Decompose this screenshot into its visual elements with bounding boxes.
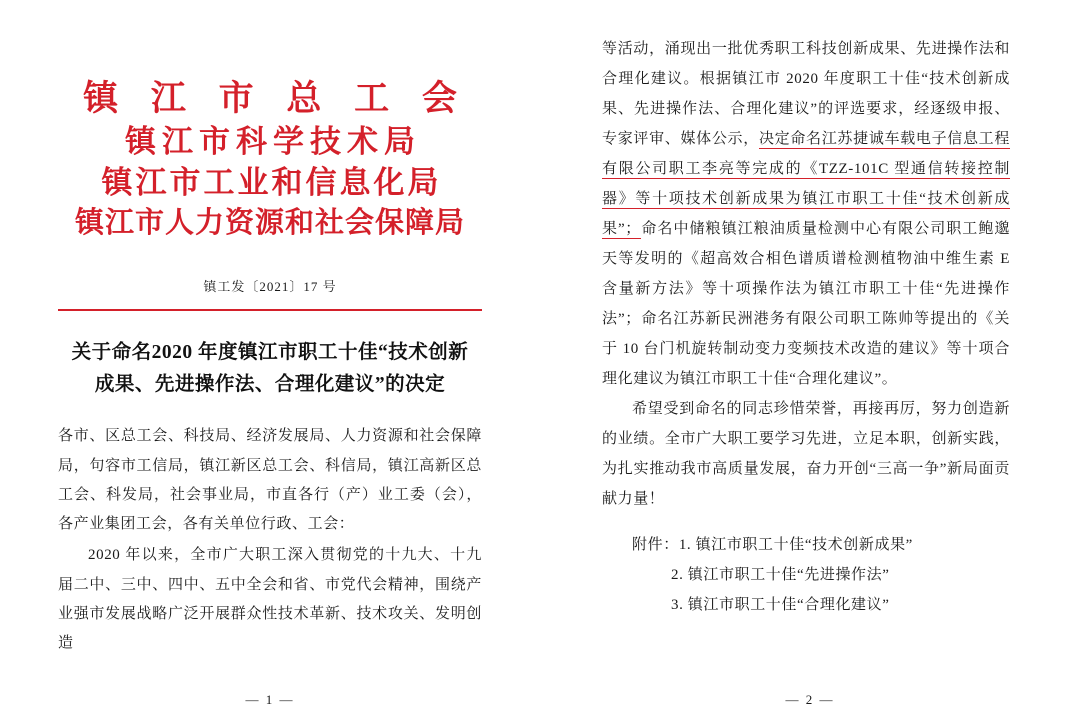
document-page-right — [540, 0, 1080, 716]
letterhead-line-4: 镇江市人力资源和社会保障局 — [74, 207, 465, 239]
underlined-award-text: 决定命名江苏捷诚车载电子信息工程有限公司职工李亮等完成的《TZZ-101C 型通信转接控制器》等十项技术创新成果为镇江市职工十佳“技术创新成果”； — [602, 131, 1010, 237]
recipient-paragraph: 各市、区总工会、科技局、经济发展局、人力资源和社会保障局，句容市工信局，镇江新区总工会、科信局，镇江高新区总工会、科发局，社会事业局，市直各行（产）业工委（会），各产业集团工会，各有关单位行政、工会： — [58, 428, 482, 533]
attachment-label — [602, 530, 1010, 560]
letterhead-line-1: 镇 江 市 总 工 会 — [83, 79, 469, 118]
page-title: 关于命名2020 年度镇江市职工十佳“技术创新成果、先进操作法、合理化建议”的决定 — [71, 342, 469, 395]
attachment-item-1: 1. 镇江市职工十佳“技术创新成果” — [678, 537, 913, 553]
attachment-list — [602, 530, 1010, 620]
document-number: 镇工发〔2021〕17 号 — [203, 279, 337, 295]
closing-paragraph: 希望受到命名的同志珍惜荣誉，再接再厉，努力创造新的业绩。全市广大职工要学习先进，立足本职，创新实践，为扎实推动我市高质量发展，奋力开创“三高一争”新局面贡献力量！ — [602, 401, 1010, 507]
red-divider-rule — [58, 309, 482, 311]
paragraph-lead-text: 等活动，涌现出一批优秀职工科技创新成果、先进操作法和合理化建议。根据镇江市 2020 年度职工十佳“技术创新成果、先进操作法、合理化建议”的评选要求，经逐级申报、专家评审、媒体公示， — [602, 41, 1010, 147]
body-paragraph-continued — [602, 34, 1010, 394]
page-number-right: — 2 — — [785, 692, 835, 707]
letterhead-line-2: 镇江市科学技术局 — [125, 124, 421, 160]
page-number-left: — 1 — — [245, 692, 295, 707]
body-paragraph-1: 2020 年以来，全市广大职工深入贯彻党的十九大、十九届二中、三中、四中、五中全会和省、市党代会精神，围绕产业强市发展战略广泛开展群众性技术革新、技术攻关、发明创造 — [58, 547, 482, 652]
attachment-item-2: 2. 镇江市职工十佳“先进操作法” — [671, 567, 890, 583]
attachment-item-3: 3. 镇江市职工十佳“合理化建议” — [671, 597, 890, 613]
paragraph-tail-text: 命名中储粮镇江粮油质量检测中心有限公司职工鲍邈天等发明的《超高效合相色谱质谱检测植物油中维生素 E 含量新方法》等十项操作法为镇江市职工十佳“先进操作法”；命名江苏新民洲港务有限公司职工陈帅等提出的《关于 10 台门机旋转制动变力变频技术改造的建议》等十项合理化建议为镇江市职工十佳“合理化建议”。 — [602, 221, 1010, 387]
letterhead-line-3: 镇江市工业和信息化局 — [101, 165, 442, 201]
attachment-label-text: 附件： — [632, 537, 679, 553]
letterhead — [58, 76, 482, 242]
